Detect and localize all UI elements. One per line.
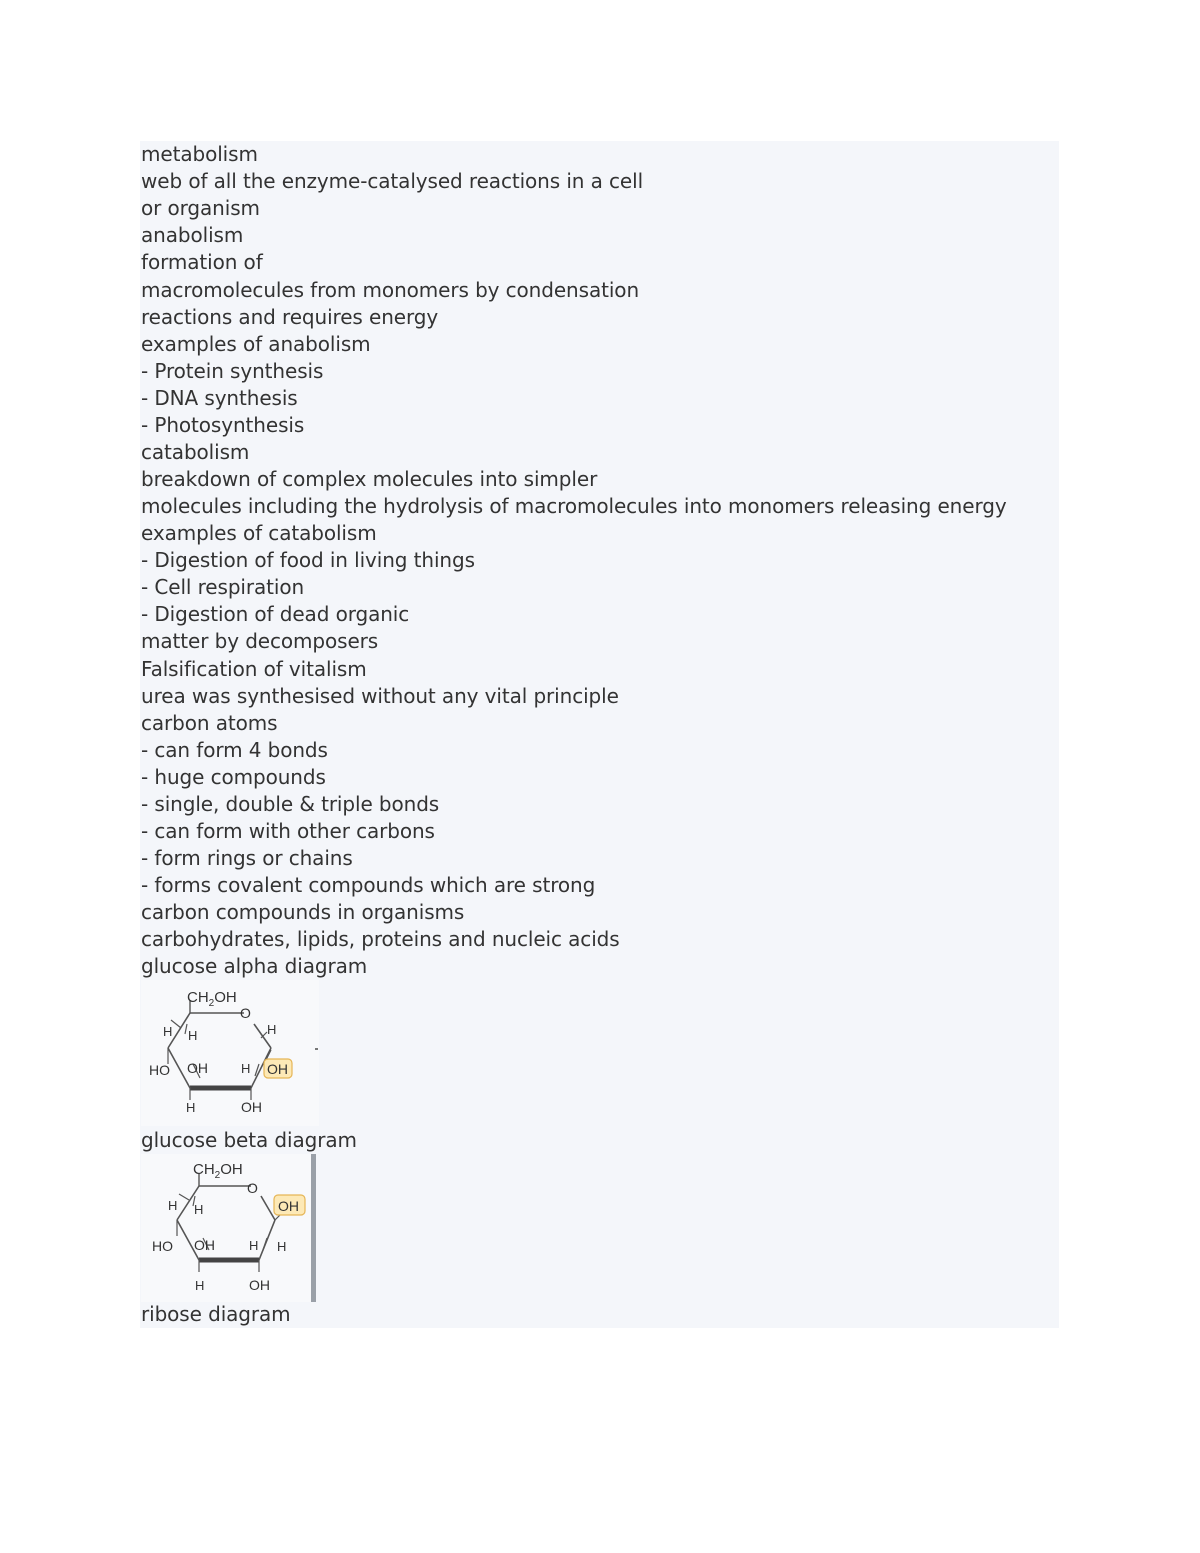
- stray-mark: [315, 1048, 318, 1050]
- oh-label: OH: [241, 1099, 262, 1115]
- list-item: - forms covalent compounds which are strong: [141, 873, 596, 897]
- text-line: matter by decomposers: [141, 629, 379, 653]
- h-label: H: [188, 1028, 198, 1043]
- heading-examples-catabolism: examples of catabolism: [141, 521, 377, 545]
- ho-label: HO: [152, 1238, 173, 1254]
- list-item: - Digestion of food in living things: [141, 548, 475, 572]
- heading-catabolism: catabolism: [141, 440, 250, 464]
- list-item: - Cell respiration: [141, 575, 305, 599]
- text-line: breakdown of complex molecules into simpler: [141, 467, 598, 491]
- text-line: formation of: [141, 250, 263, 274]
- text-line: web of all the enzyme-catalysed reactions in a cell: [141, 169, 644, 193]
- h-label: H: [277, 1239, 287, 1254]
- ring-oxygen-label: O: [240, 1005, 251, 1021]
- heading-metabolism: metabolism: [141, 142, 258, 166]
- oh-label: OH: [249, 1277, 270, 1293]
- h-label: H: [267, 1022, 277, 1037]
- ch2oh-label: $CH_2OH$: [187, 989, 237, 1009]
- text-line: macromolecules from monomers by condensation: [141, 278, 640, 302]
- h-label: H: [195, 1278, 205, 1293]
- heading-carbon-compounds: carbon compounds in organisms: [141, 900, 465, 924]
- ch2oh-label: $CH_2OH$: [193, 1161, 243, 1181]
- text-line: carbohydrates, lipids, proteins and nucleic acids: [141, 927, 620, 951]
- glucose-alpha-diagram: [141, 980, 319, 1126]
- h-label: H: [241, 1061, 251, 1076]
- h-label: H: [249, 1238, 259, 1253]
- list-item: - single, double & triple bonds: [141, 792, 440, 816]
- h-label: H: [186, 1100, 196, 1115]
- oh-highlighted-label: OH: [278, 1198, 299, 1214]
- text-line: molecules including the hydrolysis of macromolecules into monomers releasing energy: [141, 494, 1007, 518]
- heading-ribose: ribose diagram: [141, 1302, 291, 1326]
- heading-carbon-atoms: carbon atoms: [141, 711, 278, 735]
- oh-label: OH: [194, 1237, 215, 1253]
- heading-vitalism: Falsification of vitalism: [141, 657, 367, 681]
- list-item: - huge compounds: [141, 765, 326, 789]
- heading-glucose-alpha: glucose alpha diagram: [141, 954, 368, 978]
- text-line: urea was synthesised without any vital principle: [141, 684, 619, 708]
- list-item: - form rings or chains: [141, 846, 353, 870]
- oh-highlighted-label: OH: [267, 1061, 288, 1077]
- heading-anabolism: anabolism: [141, 223, 244, 247]
- ho-label: HO: [149, 1062, 170, 1078]
- heading-glucose-beta: glucose beta diagram: [141, 1128, 357, 1152]
- heading-examples-anabolism: examples of anabolism: [141, 332, 371, 356]
- list-item: - Photosynthesis: [141, 413, 305, 437]
- list-item: - can form 4 bonds: [141, 738, 328, 762]
- text-line: reactions and requires energy: [141, 305, 439, 329]
- list-item: - Protein synthesis: [141, 359, 324, 383]
- list-item: - DNA synthesis: [141, 386, 298, 410]
- h-label: H: [168, 1198, 178, 1213]
- h-label: H: [194, 1202, 204, 1217]
- h-label: H: [163, 1024, 173, 1039]
- list-item: - Digestion of dead organic: [141, 602, 410, 626]
- text-line: or organism: [141, 196, 260, 220]
- ring-oxygen-label: O: [247, 1180, 258, 1196]
- list-item: - can form with other carbons: [141, 819, 435, 843]
- glucose-beta-diagram: [141, 1154, 319, 1302]
- oh-label: OH: [187, 1060, 208, 1076]
- divider-bar: [311, 1154, 316, 1302]
